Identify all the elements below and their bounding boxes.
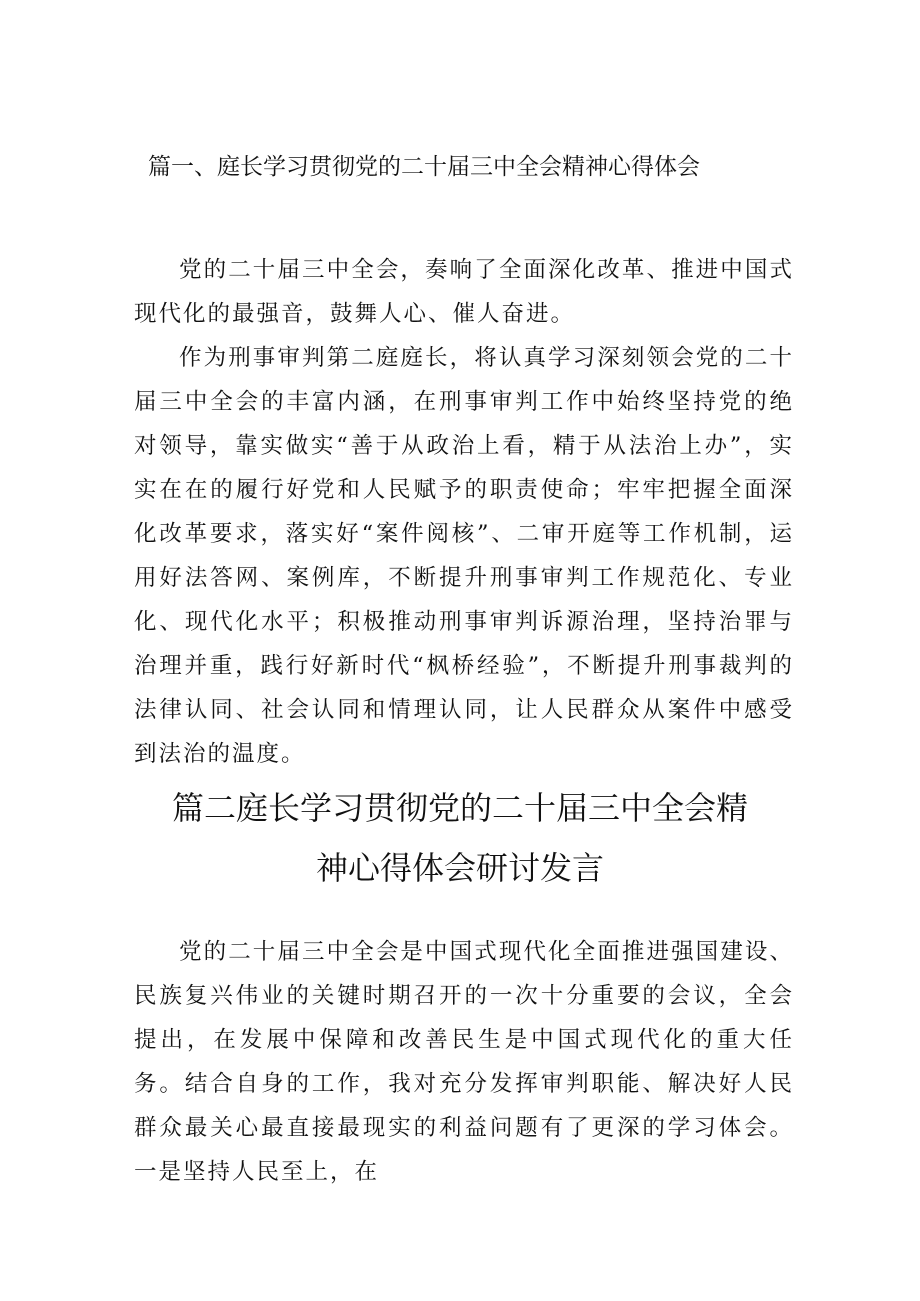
section-1-paragraph-1: 党的二十届三中全会，奏响了全面深化改革、推进中国式现代化的最强音，鼓舞人心、催人奋进。: [134, 257, 794, 327]
section-2-paragraph-1: 党的二十届三中全会是中国式现代化全面推进强国建设、民族复兴伟业的关键时期召开的一次十分重要的会议，全会提出，在发展中保障和改善民生是中国式现代化的重大任务。结合自身的工作，我对充分发挥审判职能、解决好人民群众最关心最直接最现实的利益问题有了更深的学习体会。一是坚持人民至上，在: [134, 939, 794, 1185]
section-2-title-line-1: 篇二庭长学习贯彻党的二十届三中全会精: [171, 789, 748, 827]
section-2-title: [130, 778, 790, 898]
section-1-title: 篇一、庭长学习贯彻党的二十届三中全会精神心得体会: [148, 154, 700, 180]
section-1-paragraph-2: 作为刑事审判第二庭庭长，将认真学习深刻领会党的二十届三中全会的丰富内涵，在刑事审判工作中始终坚持党的绝对领导，靠实做实“善于从政治上看，精于从法治上办”，实实在在的履行好党和人民赋予的职责使命；牢牢把握全面深化改革要求，落实好“案件阅核”、二审开庭等工作机制，运用好法答网、案例库，不断提升刑事审判工作规范化、专业化、现代化水平；积极推动刑事审判诉源治理，坚持治罪与治理并重，践行好新时代“枫桥经验”，不断提升刑事裁判的法律认同、社会认同和情理认同，让人民群众从案件中感受到法治的温度。: [134, 345, 794, 767]
section-2-title-line-2: 神心得体会研讨发言: [315, 849, 604, 887]
